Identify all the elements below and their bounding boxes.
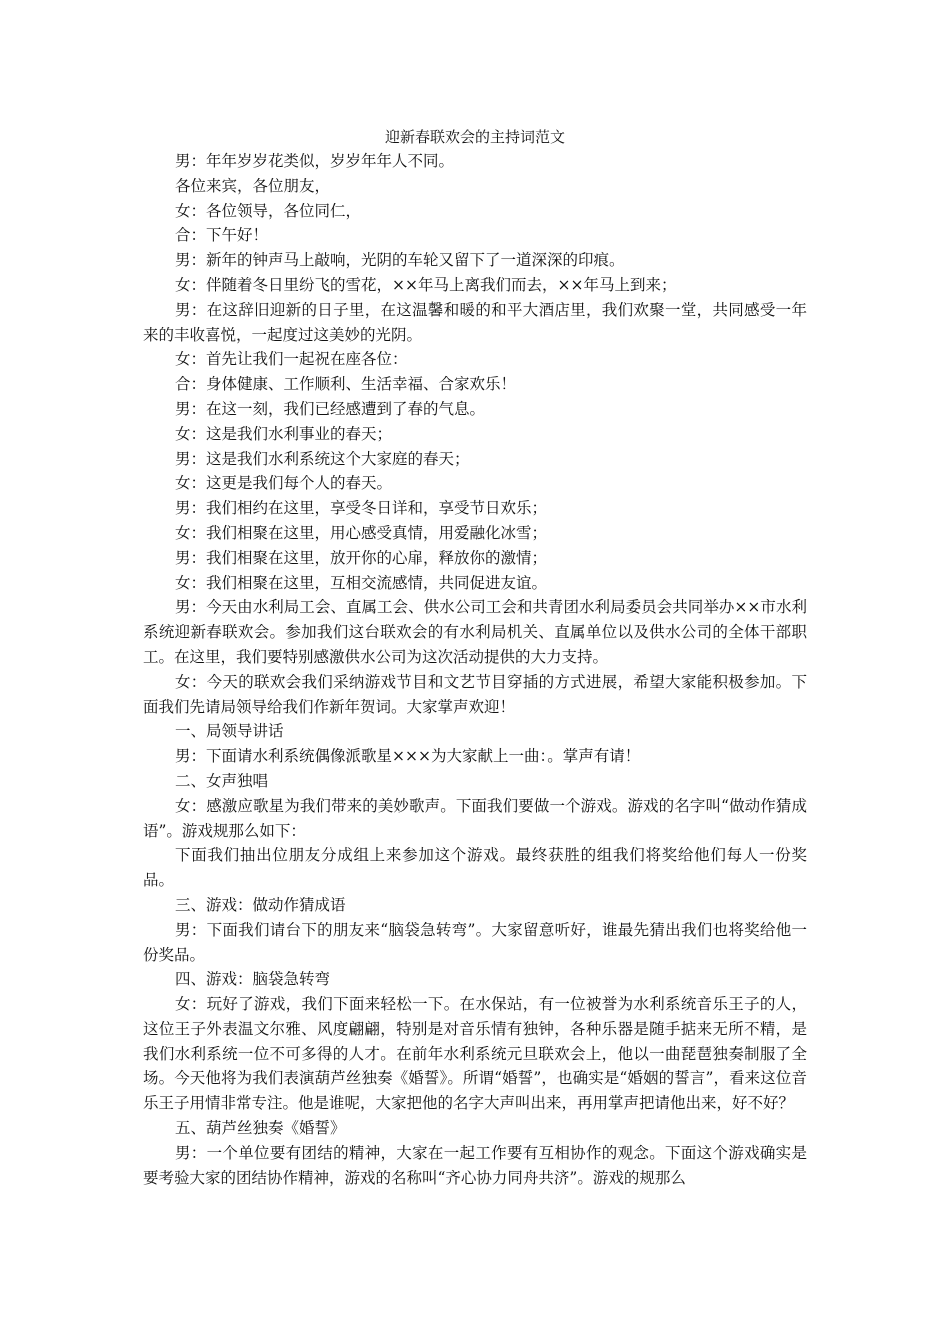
section-heading: 三、游戏：做动作猜成语 [175,895,346,914]
document-title: 迎新春联欢会的主持词范文 [384,128,565,146]
section-heading: 一、局领导讲话 [175,722,284,741]
paragraph: 女：首先让我们一起祝在座各位： [175,350,408,369]
paragraph: 女：这是我们水利事业的春天； [175,424,393,443]
paragraph: 女：伴随着冬日里纷飞的雪花，××年马上离我们而去，××年马上到来； [175,275,677,294]
paragraph: 女：今天的联欢会我们采纳游戏节目和文艺节目穿插的方式进展，希望大家能积极参加。下面我们先请局领导给我们作新年贺词。大家掌声欢迎！ [143,672,807,716]
paragraph: 男：下面我们请台下的朋友来“脑袋急转弯”。大家留意听好，谁最先猜出我们也将奖给他一份奖品。 [143,920,807,964]
paragraph: 女：感激应歌星为我们带来的美妙歌声。下面我们要做一个游戏。游戏的名字叫“做动作猜成语”。游戏规那么如下： [143,796,807,840]
paragraph: 下面我们抽出位朋友分成组上来参加这个游戏。最终获胜的组我们将奖给他们每人一份奖品。 [143,846,807,890]
paragraph: 男：我们相聚在这里，放开你的心扉，释放你的激情； [175,548,548,567]
paragraph: 男：这是我们水利系统这个大家庭的春天； [175,449,470,468]
paragraph: 男：今天由水利局工会、直属工会、供水公司工会和共青团水利局委员会共同举办××市水利系统迎新春联欢会。参加我们这台联欢会的有水利局机关、直属单位以及供水公司的全体干部职工。在这里，我们要特别感激供水公司为这次活动提供的大力支持。 [143,598,807,666]
paragraph: 各位来宾，各位朋友， [175,176,331,195]
paragraph: 合：下午好！ [175,226,269,245]
paragraph: 男：在这辞旧迎新的日子里，在这温馨和暖的和平大酒店里，我们欢聚一堂，共同感受一年来的丰收喜悦，一起度过这美妙的光阴。 [143,300,807,344]
paragraph: 女：这更是我们每个人的春天。 [175,474,393,493]
section-heading: 四、游戏：脑袋急转弯 [175,970,331,989]
paragraph: 男：年年岁岁花类似，岁岁年年人不同。 [175,152,455,170]
paragraph: 合：身体健康、工作顺利、生活幸福、合家欢乐！ [175,375,517,394]
paragraph: 女：玩好了游戏，我们下面来轻松一下。在水保站，有一位被誉为水利系统音乐王子的人，这位王子外表温文尔雅、风度翩翩，特别是对音乐情有独钟，各种乐器是随手掂来无所不精，是我们水利系统一位不可多得的人才。在前年水利系统元旦联欢会上，他以一曲琵琶独奏制服了全场。今天他将为我们表演葫芦丝独奏《婚誓》。所谓“婚誓”，也确实是“婚姻的誓言”，看来这位音乐王子用情非常专注。他是谁呢，大家把他的名字大声叫出来，再用掌声把请他出来，好不好？ [143,995,807,1113]
paragraph: 男：新年的钟声马上敲响，光阴的车轮又留下了一道深深的印痕。 [175,251,625,270]
paragraph: 女：各位领导，各位同仁， [175,201,362,220]
paragraph: 男：在这一刻，我们已经感遭到了春的气息。 [175,399,486,418]
paragraph: 女：我们相聚在这里，互相交流感情，共同促进友谊。 [175,573,548,592]
paragraph: 男：下面请水利系统偶像派歌星×××为大家献上一曲：。掌声有请！ [175,747,641,766]
section-heading: 五、葫芦丝独奏《婚誓》 [175,1119,346,1138]
paragraph: 男：我们相约在这里，享受冬日详和，享受节日欢乐； [175,499,548,518]
paragraph: 女：我们相聚在这里，用心感受真情，用爱融化冰雪； [175,523,548,542]
paragraph: 男：一个单位要有团结的精神，大家在一起工作要有互相协作的观念。下面这个游戏确实是要考验大家的团结协作精神，游戏的名称叫“齐心协力同舟共济”。游戏的规那么 [143,1143,807,1187]
section-heading: 二、女声独唱 [175,771,269,790]
document-body [143,149,807,1190]
